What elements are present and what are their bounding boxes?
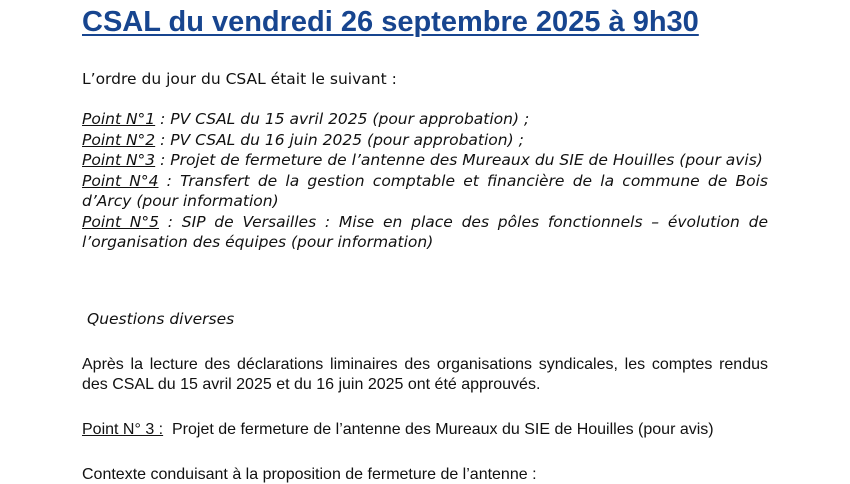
- agenda-item: [82, 171, 768, 212]
- agenda-item-text: : Transfert de la gestion comptable et financière de la commune de Bois d’Arcy (pour information): [82, 171, 768, 210]
- agenda-item-label: Point N°1: [82, 110, 156, 128]
- agenda-item-text: : PV CSAL du 15 avril 2025 (pour approbation) ;: [155, 110, 530, 128]
- agenda-item: [82, 150, 768, 171]
- agenda-item-label: Point N°3: [82, 151, 156, 169]
- questions-diverses: Questions diverses: [87, 310, 235, 328]
- agenda-item-text: : Projet de fermeture de l’antenne des Mureaux du SIE de Houilles (pour avis): [155, 151, 763, 169]
- agenda-list: [82, 109, 768, 253]
- agenda-item: [82, 212, 768, 253]
- approval-paragraph: Après la lecture des déclarations liminaires des organisations syndicales, les comptes rendus des CSAL du 15 avril 2025 et du 16 juin 2025 ont été approuvés.: [82, 356, 768, 393]
- agenda-item: [82, 109, 768, 130]
- agenda-item-label: Point N°4: [82, 171, 159, 190]
- agenda-item: [82, 130, 768, 151]
- agenda-item-label: Point N°2: [82, 130, 156, 149]
- context-heading: Contexte conduisant à la proposition de fermeture de l’antenne :: [82, 466, 537, 483]
- page-title: CSAL du vendredi 26 septembre 2025 à 9h30: [82, 6, 699, 38]
- agenda-intro: L’ordre du jour du CSAL était le suivant :: [82, 70, 397, 88]
- agenda-item-text: : SIP de Versailles : Mise en place des pôles fonctionnels – évolution de l’organisation des équipes (pour information): [82, 212, 768, 251]
- point-3-label: Point N° 3 :: [82, 421, 164, 438]
- point-3-heading: [82, 421, 714, 439]
- agenda-item-text: : PV CSAL du 16 juin 2025 (pour approbation) ;: [155, 130, 524, 149]
- agenda-item-label: Point N°5: [82, 212, 160, 231]
- point-3-text: Projet de fermeture de l’antenne des Mureaux du SIE de Houilles (pour avis): [163, 421, 714, 438]
